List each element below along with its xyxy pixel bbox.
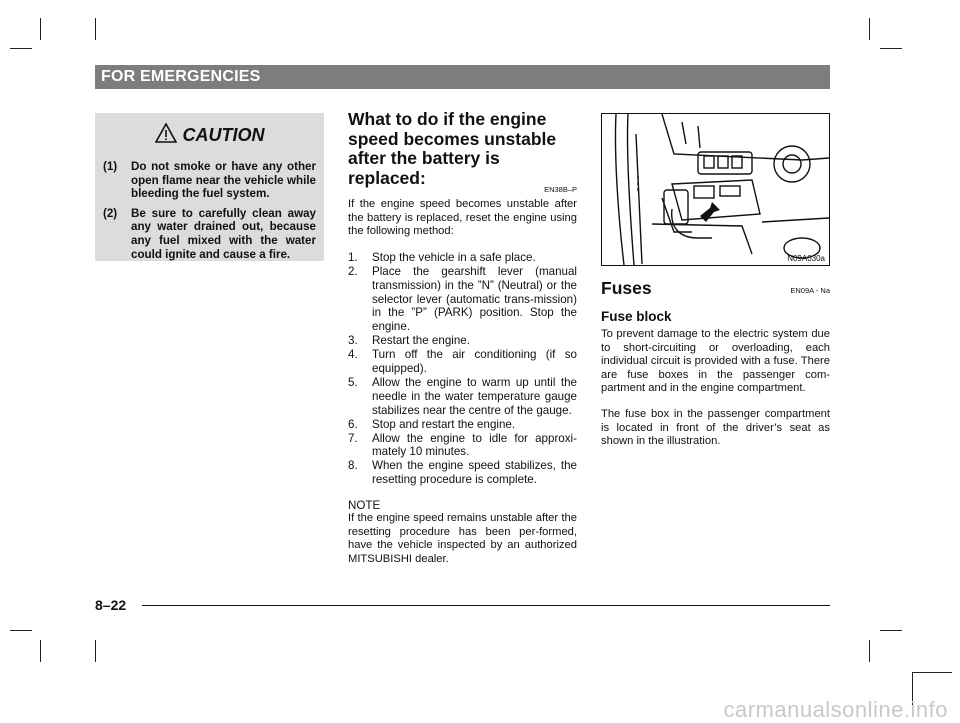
list-item <box>348 418 577 432</box>
step-number: 3. <box>348 334 358 348</box>
fuse-paragraph-2: The fuse box in the passenger compartment is located in front of the driver’s seat as shown in the illustration. <box>601 407 830 448</box>
crop-mark <box>95 640 96 662</box>
step-number: 4. <box>348 348 358 362</box>
crop-mark <box>912 672 952 673</box>
step-text: Stop the vehicle in a safe place. <box>372 250 536 264</box>
step-text: Restart the engine. <box>372 334 470 348</box>
crop-mark <box>880 630 902 631</box>
fuse-location-illustration <box>601 113 830 266</box>
step-number: 1. <box>348 250 358 264</box>
step-number: 6. <box>348 417 358 431</box>
fuse-block-subheading: Fuse block <box>601 309 672 324</box>
list-item <box>348 459 577 487</box>
step-number: 7. <box>348 431 358 445</box>
list-item <box>348 432 577 460</box>
crop-mark <box>10 630 32 631</box>
step-number: 8. <box>348 459 358 473</box>
step-text: Allow the engine to idle for approxi-mately 10 minutes. <box>372 431 577 459</box>
crop-mark <box>869 640 870 662</box>
section-header: FOR EMERGENCIES <box>95 65 830 89</box>
engine-reset-section <box>348 110 577 567</box>
crop-mark <box>10 48 32 49</box>
fuses-heading: Fuses <box>601 278 652 298</box>
step-text: Allow the engine to warm up until the needle in the water temperature gauge stabilizes near the centre of the gauge. <box>372 375 577 417</box>
steps-list <box>348 251 577 487</box>
list-item <box>348 376 577 418</box>
crop-mark <box>880 48 902 49</box>
step-text: Turn off the air conditioning (if so equipped). <box>372 348 577 376</box>
page-number: 8–22 <box>95 597 127 613</box>
illustration-code: N09A030a <box>787 254 825 263</box>
list-item <box>348 348 577 376</box>
note-text: If the engine speed remains unstable after the resetting procedure has been per-formed, have the vehicle inspected by an authorized MITSUBISHI dealer. <box>348 512 577 565</box>
section-code: EN38B–P <box>544 185 577 194</box>
list-item <box>348 251 577 265</box>
caution-item-number: (2) <box>103 206 118 220</box>
caution-box <box>95 113 324 261</box>
engine-reset-heading: What to do if the engine speed becomes unstable after the battery is replaced: <box>348 109 557 188</box>
caution-item <box>103 160 316 201</box>
step-text: When the engine speed stabilizes, the resetting procedure is complete. <box>372 459 577 487</box>
step-text: Stop and restart the engine. <box>372 417 516 431</box>
fuses-section <box>601 113 830 461</box>
caution-item-number: (1) <box>103 160 118 173</box>
caution-list <box>103 160 316 261</box>
note-label: NOTE <box>348 499 381 513</box>
step-number: 5. <box>348 375 358 389</box>
step-number: 2. <box>348 264 358 278</box>
fuse-paragraph-1: To prevent damage to the electric system due to short-circuiting or overloading, each individual circuit is provided with a fuse. There are fuse boxes in the passenger com-partment and in the engine compartment. <box>601 328 830 395</box>
caution-item <box>103 207 316 261</box>
fuses-heading-row <box>601 278 830 299</box>
footer-divider <box>142 605 830 606</box>
step-text: Place the gearshift lever (manual transmission) in the ”N” (Neutral) or the selector lever (automatic trans-mission) in the ”P” (PARK) position. Stop the engine. <box>372 264 577 334</box>
intro-paragraph: If the engine speed becomes unstable after the battery is replaced, reset the engine using the following method: <box>348 198 577 238</box>
caution-item-text: Do not smoke or have any other open flame near the vehicle while bleeding the fuel system. <box>131 160 316 201</box>
crop-mark <box>40 18 41 40</box>
watermark: carmanualsonline.info <box>723 697 948 722</box>
dashboard-line-art-icon <box>602 114 829 265</box>
crop-mark <box>40 640 41 662</box>
caution-heading <box>103 123 316 148</box>
caution-title: CAUTION <box>182 125 265 145</box>
list-item <box>348 265 577 335</box>
crop-mark <box>95 18 96 40</box>
crop-mark <box>869 18 870 40</box>
caution-item-text: Be sure to carefully clean away any water drained out, because any fuel mixed with the water could ignite and cause a fire. <box>131 206 316 261</box>
section-code: EN09A - Na <box>790 286 830 295</box>
list-item <box>348 334 577 348</box>
warning-triangle-icon <box>155 123 177 148</box>
